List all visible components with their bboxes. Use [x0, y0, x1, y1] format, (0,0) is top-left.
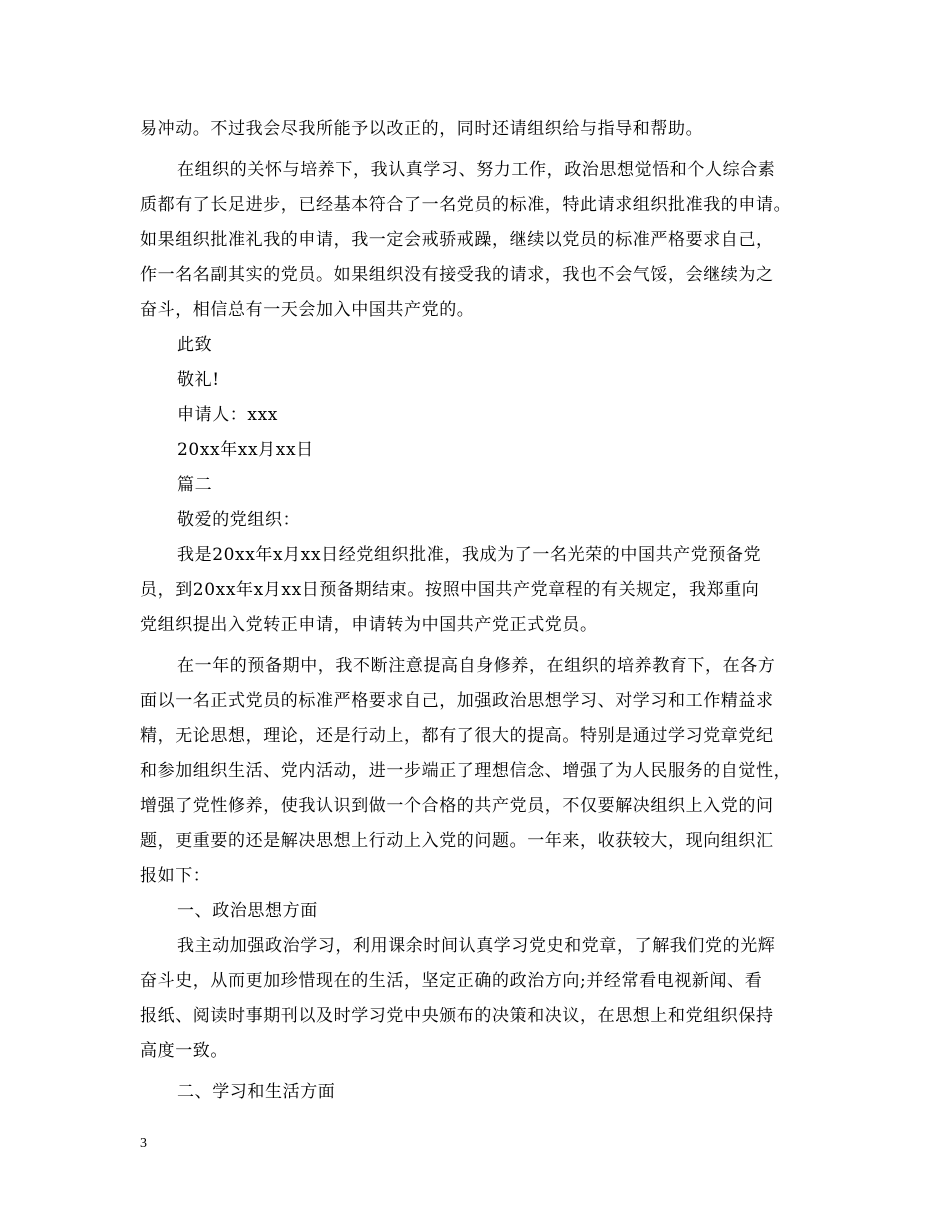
text-line: 题，更重要的还是解决思想上行动上入党的问题。一年来，收获较大，现向组织汇 — [140, 831, 774, 851]
text-line: 作一名名副其实的党员。如果组织没有接受我的请求，我也不会气馁，会继续为之 — [140, 265, 774, 285]
text-line: 在组织的关怀与培养下，我认真学习、努力工作，政治思想觉悟和个人综合素 — [177, 160, 776, 180]
text-line: 如果组织批准礼我的申请，我一定会戒骄戒躁，继续以党员的标准严格要求自己， — [140, 230, 774, 250]
text-line: 报纸、阅读时事期刊以及时学习党中央颁布的决策和决议，在思想上和党组织保持 — [140, 1006, 774, 1026]
text-line: 在一年的预备期中，我不断注意提高自身修养，在组织的培养教育下，在各方 — [177, 656, 776, 676]
text-line: 我主动加强政治学习，利用课余时间认真学习党史和党章，了解我们党的光辉 — [177, 936, 776, 956]
text-line: 易冲动。不过我会尽我所能予以改正的，同时还请组织给与指导和帮助。 — [140, 119, 704, 139]
text-line: 党组织提出入党转正申请，申请转为中国共产党正式党员。 — [140, 615, 598, 635]
text-line: 20xx年xx月xx日 — [177, 440, 314, 460]
text-line: 我是20xx年x月xx日经党组织批准，我成为了一名光荣的中国共产党预备党 — [177, 545, 762, 565]
document-body — [140, 112, 840, 1110]
text-line: 报如下： — [140, 866, 211, 886]
text-line: 申请人：xxx — [177, 405, 278, 425]
text-line: 高度一致。 — [140, 1041, 228, 1061]
text-line: 质都有了长足进步，已经基本符合了一名党员的标准，特此请求组织批准我的申请。 — [140, 195, 792, 215]
text-line: 此致 — [177, 335, 213, 355]
text-line: 和参加组织生活、党内活动，进一步端正了理想信念、增强了为人民服务的自觉性， — [140, 761, 792, 781]
page-number: 3 — [140, 1136, 147, 1151]
text-line: 员，到20xx年x月xx日预备期结束。按照中国共产党章程的有关规定，我郑重向 — [140, 580, 760, 600]
text-line: 篇二 — [177, 475, 213, 495]
text-line: 奋斗史，从而更加珍惜现在的生活，坚定正确的政治方向;并经常看电视新闻、看 — [140, 971, 763, 991]
text-line: 敬礼! — [177, 370, 220, 390]
text-line: 增强了党性修养，使我认识到做一个合格的共产党员，不仅要解决组织上入党的问 — [140, 796, 774, 816]
text-line: 精，无论思想，理论，还是行动上，都有了很大的提高。特别是通过学习党章党纪 — [140, 726, 774, 746]
text-line: 奋斗，相信总有一天会加入中国共产党的。 — [140, 300, 475, 320]
text-line: 一、政治思想方面 — [177, 901, 318, 921]
text-line: 面以一名正式党员的标准严格要求自己，加强政治思想学习、对学习和工作精益求 — [140, 691, 774, 711]
text-line: 二、学习和生活方面 — [177, 1082, 336, 1102]
text-line: 敬爱的党组织： — [177, 510, 301, 530]
